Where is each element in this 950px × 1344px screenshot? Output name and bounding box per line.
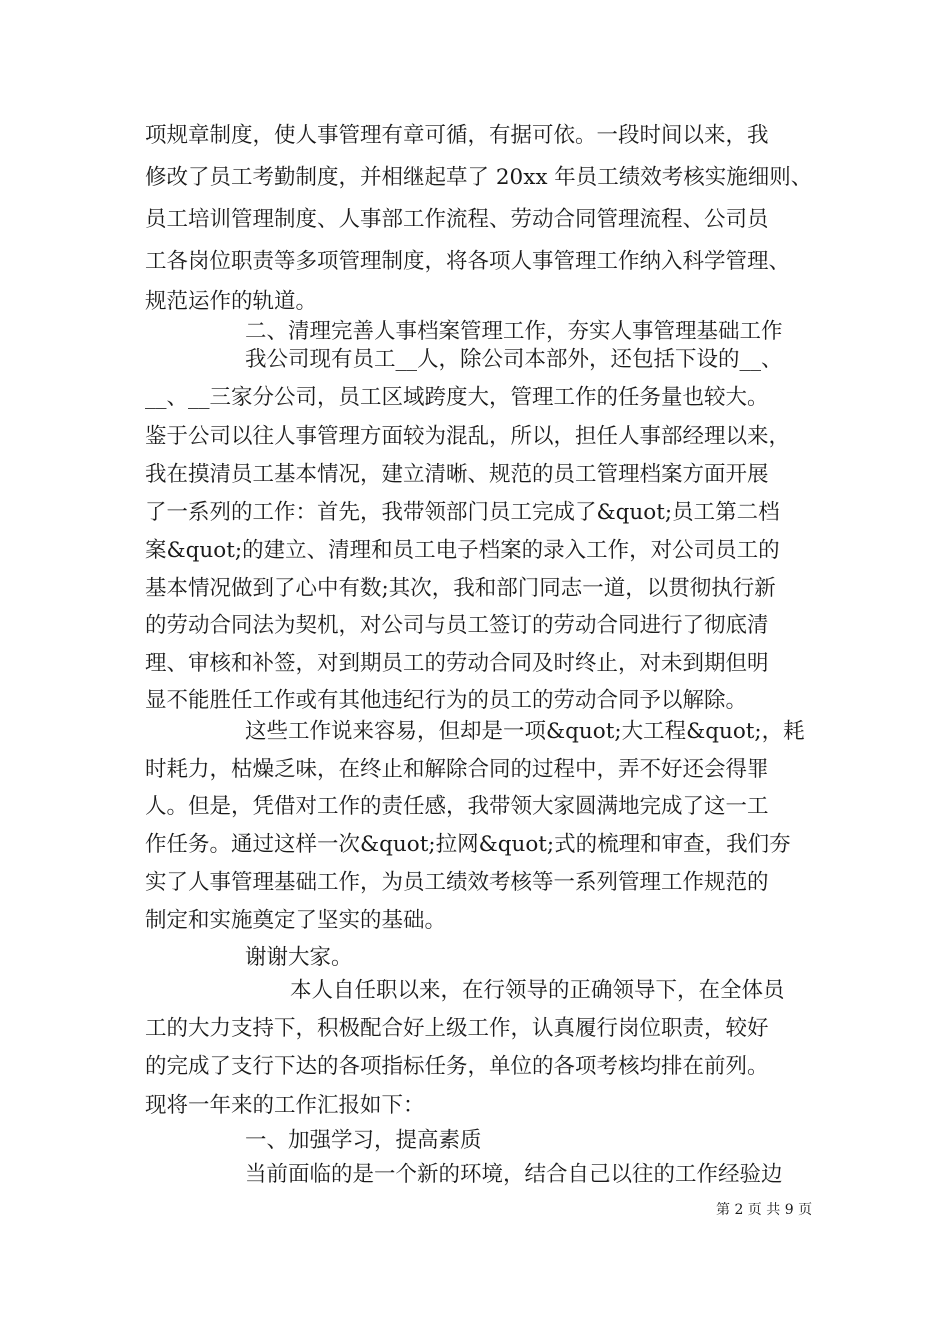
text-line: 项规章制度，使人事管理有章可循，有据可依。一段时间以来，我	[145, 123, 769, 148]
section-heading: 二、清理完善人事档案管理工作，夯实人事管理基础工作	[245, 319, 783, 344]
text-line: 显不能胜任工作或有其他违纪行为的员工的劳动合同予以解除。	[145, 688, 748, 713]
text-line: 我公司现有员工__人，除公司本部外，还包括下设的__、	[245, 347, 783, 372]
text-line: 案&quot;的建立、清理和员工电子档案的录入工作，对公司员工的	[145, 538, 780, 563]
text-line: 我在摸清员工基本情况，建立清晰、规范的员工管理档案方面开展	[145, 462, 769, 487]
text-line: 当前面临的是一个新的环境，结合自己以往的工作经验边	[245, 1162, 783, 1187]
text-line: 这些工作说来容易，但却是一项&quot;大工程&quot;，耗	[245, 719, 805, 744]
text-line: 修改了员工考勤制度，并相继起草了 20xx 年员工绩效考核实施细则、	[145, 165, 813, 190]
text-line: 时耗力，枯燥乏味，在终止和解除合同的过程中，弄不好还会得罪	[145, 757, 769, 782]
text-line: 员工培训管理制度、人事部工作流程、劳动合同管理流程、公司员	[145, 207, 769, 232]
section-heading: 一、加强学习，提高素质	[245, 1128, 482, 1153]
text-line: 理、审核和补签，对到期员工的劳动合同及时终止，对未到期但明	[145, 651, 769, 676]
text-line: __、__三家分公司，员工区域跨度大，管理工作的任务量也较大。	[145, 385, 769, 410]
text-line: 规范运作的轨道。	[145, 289, 318, 314]
text-line: 作任务。通过这样一次&quot;拉网&quot;式的梳理和审查，我们夯	[145, 832, 791, 857]
text-line: 制定和实施奠定了坚实的基础。	[145, 908, 447, 933]
text-line: 基本情况做到了心中有数;其次，我和部门同志一道，以贯彻执行新	[145, 576, 776, 601]
text-line: 谢谢大家。	[245, 945, 353, 970]
text-line: 人。但是，凭借对工作的责任感，我带领大家圆满地完成了这一工	[145, 794, 769, 819]
text-line: 实了人事管理基础工作，为员工绩效考核等一系列管理工作规范的	[145, 870, 769, 895]
text-line: 工各岗位职责等多项管理制度，将各项人事管理工作纳入科学管理、	[145, 249, 791, 274]
text-line: 的劳动合同法为契机，对公司与员工签订的劳动合同进行了彻底清	[145, 613, 769, 638]
text-line: 本人自任职以来，在行领导的正确领导下，在全体员	[290, 978, 785, 1003]
text-line: 的完成了支行下达的各项指标任务，单位的各项考核均排在前列。	[145, 1054, 769, 1079]
text-line: 了一系列的工作：首先，我带领部门员工完成了&quot;员工第二档	[145, 500, 780, 525]
text-line: 现将一年来的工作汇报如下：	[145, 1093, 425, 1118]
text-line: 鉴于公司以往人事管理方面较为混乱，所以，担任人事部经理以来，	[145, 424, 791, 449]
text-line: 工的大力支持下，积极配合好上级工作，认真履行岗位职责，较好	[145, 1016, 769, 1041]
page-number: 第 2 页 共 9 页	[716, 1202, 813, 1218]
